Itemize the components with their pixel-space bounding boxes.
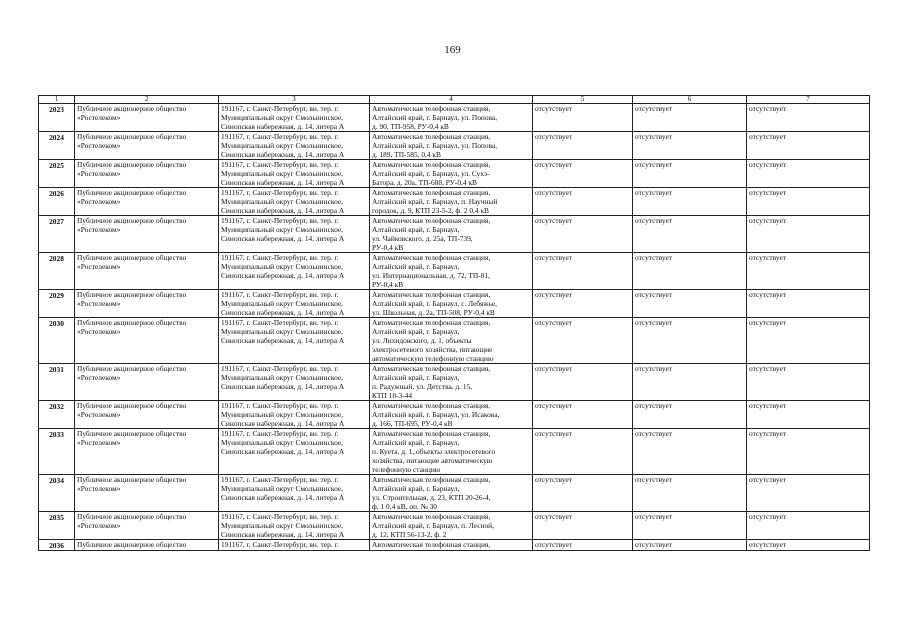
cell-line: Синопская набережная, д. 14, литера А — [221, 206, 345, 215]
object-description-cell — [370, 188, 533, 216]
cell-line: Муниципальный округ Смольнинское, — [221, 141, 343, 150]
cell-line: Публичное акционерное общество — [77, 429, 187, 438]
column-header: 4 — [370, 96, 533, 104]
cell-line: КТП 18-3-44 — [372, 391, 413, 400]
registry-table — [38, 95, 870, 551]
legal-address-cell — [219, 318, 370, 364]
column-6-cell: отсутствует — [633, 475, 747, 512]
column-5-cell: отсутствует — [533, 540, 633, 551]
legal-address-cell — [219, 512, 370, 540]
column-6-cell: отсутствует — [633, 429, 747, 475]
organization-cell — [75, 160, 219, 188]
record-number: 2028 — [39, 253, 75, 290]
legal-address-cell — [219, 160, 370, 188]
cell-line: Синопская набережная, д. 14, литера А — [221, 122, 345, 131]
organization-cell — [75, 429, 219, 475]
column-6-cell: отсутствует — [633, 188, 747, 216]
column-5-cell: отсутствует — [533, 132, 633, 160]
cell-line: Автоматическая телефонная станция, — [372, 512, 491, 521]
table-row — [39, 364, 870, 401]
cell-line: Алтайский край, г. Барнаул, п. Лесной, — [372, 521, 494, 530]
column-6-cell: отсутствует — [633, 401, 747, 429]
column-6-cell: отсутствует — [633, 253, 747, 290]
cell-line: Алтайский край, г. Барнаул, ул. Исакова, — [372, 410, 500, 419]
cell-line: Алтайский край, г. Барнаул, ул. Попова, — [372, 113, 498, 122]
cell-line: «Ростелеком» — [77, 299, 121, 308]
column-header: 2 — [75, 96, 219, 104]
column-7-cell: отсутствует — [747, 318, 870, 364]
cell-line: Публичное акционерное общество — [77, 253, 187, 262]
column-6-cell: отсутствует — [633, 216, 747, 253]
cell-line: Муниципальный округ Смольнинское, — [221, 373, 343, 382]
organization-cell — [75, 512, 219, 540]
cell-line: д. 166, ТП-695, РУ-0,4 кВ — [372, 419, 453, 428]
registry-rows — [39, 104, 870, 551]
cell-line: Алтайский край, г. Барнаул, с. Лебяжье, — [372, 299, 497, 308]
column-header: 3 — [219, 96, 370, 104]
object-description-cell — [370, 216, 533, 253]
cell-line: Муниципальный округ Смольнинское, — [221, 299, 343, 308]
object-description-cell — [370, 429, 533, 475]
column-header: 7 — [747, 96, 870, 104]
cell-line: Муниципальный округ Смольнинское, — [221, 410, 343, 419]
column-number-row — [39, 96, 870, 104]
record-number: 2025 — [39, 160, 75, 188]
cell-line: 191167, г. Санкт-Петербург, вн. тер. г. — [221, 475, 339, 484]
cell-line: Синопская набережная, д. 14, литера А — [221, 150, 345, 159]
cell-line: «Ростелеком» — [77, 410, 121, 419]
column-6-cell: отсутствует — [633, 104, 747, 132]
cell-line: Муниципальный округ Смольнинское, — [221, 225, 343, 234]
object-description-cell — [370, 540, 533, 551]
cell-line: д. 90, ТП-958, РУ-0,4 кВ — [372, 122, 449, 131]
cell-line: Синопская набережная, д. 14, литера А — [221, 271, 345, 280]
column-header: 5 — [533, 96, 633, 104]
cell-line: Автоматическая телефонная станция, — [372, 160, 491, 169]
record-number: 2023 — [39, 104, 75, 132]
cell-line: 191167, г. Санкт-Петербург, вн. тер. г. — [221, 253, 339, 262]
column-5-cell: отсутствует — [533, 475, 633, 512]
cell-line: электросетевого хозяйства, питающие — [372, 345, 493, 354]
table-row — [39, 318, 870, 364]
cell-line: хозяйства, питающие автоматическую — [372, 456, 493, 465]
object-description-cell — [370, 475, 533, 512]
table-row — [39, 160, 870, 188]
cell-line: д. 189, ТП-585, 0,4 кВ — [372, 150, 441, 159]
legal-address-cell — [219, 429, 370, 475]
object-description-cell — [370, 253, 533, 290]
column-6-cell: отсутствует — [633, 540, 747, 551]
column-7-cell: отсутствует — [747, 512, 870, 540]
cell-line: Алтайский край, г. Барнаул, ул. Сухэ- — [372, 169, 490, 178]
column-6-cell: отсутствует — [633, 318, 747, 364]
cell-line: Автоматическая телефонная станция, — [372, 216, 491, 225]
cell-line: 191167, г. Санкт-Петербург, вн. тер. г. — [221, 104, 339, 113]
organization-cell — [75, 290, 219, 318]
object-description-cell — [370, 290, 533, 318]
cell-line: 191167, г. Санкт-Петербург, вн. тер. г. — [221, 401, 339, 410]
cell-line: Публичное акционерное общество — [77, 132, 187, 141]
cell-line: Муниципальный округ Смольнинское, — [221, 438, 343, 447]
object-description-cell — [370, 132, 533, 160]
cell-line: Алтайский край, г. Барнаул, — [372, 262, 460, 271]
record-number: 2031 — [39, 364, 75, 401]
cell-line: Автоматическая телефонная станция, — [372, 475, 491, 484]
organization-cell — [75, 475, 219, 512]
cell-line: Синопская набережная, д. 14, литера А — [221, 308, 345, 317]
cell-line: «Ростелеком» — [77, 262, 121, 271]
legal-address-cell — [219, 104, 370, 132]
cell-line: Муниципальный округ Смольнинское, — [221, 262, 343, 271]
column-6-cell: отсутствует — [633, 290, 747, 318]
cell-line: Алтайский край, г. Барнаул, п. Научный — [372, 197, 498, 206]
cell-line: автоматическую телефонную станцию — [372, 354, 494, 363]
cell-line: Синопская набережная, д. 14, литера А — [221, 419, 345, 428]
cell-line: Публичное акционерное общество — [77, 475, 187, 484]
cell-line: Публичное акционерное общество — [77, 216, 187, 225]
object-description-cell — [370, 401, 533, 429]
table-row — [39, 429, 870, 475]
cell-line: 191167, г. Санкт-Петербург, вн. тер. г. — [221, 160, 339, 169]
column-header: 6 — [633, 96, 747, 104]
cell-line: 191167, г. Санкт-Петербург, вн. тер. г. — [221, 540, 339, 549]
cell-line: Автоматическая телефонная станция, — [372, 132, 491, 141]
cell-line: «Ростелеком» — [77, 438, 121, 447]
column-7-cell: отсутствует — [747, 401, 870, 429]
cell-line: «Ростелеком» — [77, 113, 121, 122]
organization-cell — [75, 318, 219, 364]
cell-line: Автоматическая телефонная станция, — [372, 253, 491, 262]
object-description-cell — [370, 318, 533, 364]
cell-line: «Ростелеком» — [77, 521, 121, 530]
cell-line: Алтайский край, г. Барнаул, — [372, 327, 460, 336]
cell-line: Муниципальный округ Смольнинское, — [221, 113, 343, 122]
table-row — [39, 540, 870, 551]
column-5-cell: отсутствует — [533, 188, 633, 216]
organization-cell — [75, 540, 219, 551]
cell-line: Муниципальный округ Смольнинское, — [221, 197, 343, 206]
cell-line: 191167, г. Санкт-Петербург, вн. тер. г. — [221, 290, 339, 299]
cell-line: Синопская набережная, д. 14, литера А — [221, 530, 345, 539]
column-5-cell: отсутствует — [533, 364, 633, 401]
column-7-cell: отсутствует — [747, 160, 870, 188]
cell-line: городок, д. 9, КТП 23-5-2, ф. 2 0,4 кВ — [372, 206, 489, 215]
cell-line: Публичное акционерное общество — [77, 104, 187, 113]
table-row — [39, 104, 870, 132]
cell-line: «Ростелеком» — [77, 197, 121, 206]
column-5-cell: отсутствует — [533, 512, 633, 540]
cell-line: Автоматическая телефонная станция, — [372, 429, 491, 438]
record-number: 2032 — [39, 401, 75, 429]
page-number: 169 — [444, 44, 461, 56]
cell-line: Алтайский край, г. Барнаул, — [372, 484, 460, 493]
cell-line: 191167, г. Санкт-Петербург, вн. тер. г. — [221, 512, 339, 521]
cell-line: Публичное акционерное общество — [77, 160, 187, 169]
table-row — [39, 216, 870, 253]
cell-line: 191167, г. Санкт-Петербург, вн. тер. г. — [221, 188, 339, 197]
organization-cell — [75, 216, 219, 253]
column-7-cell: отсутствует — [747, 475, 870, 512]
column-7-cell: отсутствует — [747, 253, 870, 290]
column-5-cell: отсутствует — [533, 253, 633, 290]
legal-address-cell — [219, 540, 370, 551]
column-5-cell: отсутствует — [533, 160, 633, 188]
cell-line: «Ростелеком» — [77, 225, 121, 234]
cell-line: РУ-0,4 кВ — [372, 243, 404, 252]
cell-line: ул. Чайковского, д. 25а, ТП-739, — [372, 234, 473, 243]
cell-line: Автоматическая телефонная станция, — [372, 290, 491, 299]
object-description-cell — [370, 160, 533, 188]
organization-cell — [75, 401, 219, 429]
cell-line: п. Куета, д. 1, объекты электросетевого — [372, 447, 496, 456]
column-5-cell: отсутствует — [533, 401, 633, 429]
column-6-cell: отсутствует — [633, 512, 747, 540]
column-6-cell: отсутствует — [633, 364, 747, 401]
cell-line: Муниципальный округ Смольнинское, — [221, 521, 343, 530]
cell-line: д. 12, КТП 56-13-2, ф. 2 — [372, 530, 447, 539]
cell-line: Синопская набережная, д. 14, литера А — [221, 493, 345, 502]
legal-address-cell — [219, 475, 370, 512]
column-5-cell: отсутствует — [533, 318, 633, 364]
cell-line: Автоматическая телефонная станция, — [372, 104, 491, 113]
column-6-cell: отсутствует — [633, 132, 747, 160]
column-6-cell: отсутствует — [633, 160, 747, 188]
record-number: 2027 — [39, 216, 75, 253]
legal-address-cell — [219, 401, 370, 429]
cell-line: Алтайский край, г. Барнаул, — [372, 225, 460, 234]
cell-line: 191167, г. Санкт-Петербург, вн. тер. г. — [221, 429, 339, 438]
cell-line: Муниципальный округ Смольнинское, — [221, 327, 343, 336]
cell-line: Муниципальный округ Смольнинское, — [221, 169, 343, 178]
cell-line: ул. Школьная, д. 2а, ТП-508, РУ-0,4 кВ — [372, 308, 495, 317]
object-description-cell — [370, 364, 533, 401]
cell-line: Алтайский край, г. Барнаул, — [372, 438, 460, 447]
cell-line: 191167, г. Санкт-Петербург, вн. тер. г. — [221, 364, 339, 373]
table-row — [39, 188, 870, 216]
legal-address-cell — [219, 253, 370, 290]
table-row — [39, 475, 870, 512]
organization-cell — [75, 253, 219, 290]
organization-cell — [75, 188, 219, 216]
cell-line: Публичное акционерное общество — [77, 364, 187, 373]
column-7-cell: отсутствует — [747, 429, 870, 475]
cell-line: Автоматическая телефонная станция, — [372, 318, 491, 327]
table-row — [39, 290, 870, 318]
column-5-cell: отсутствует — [533, 216, 633, 253]
legal-address-cell — [219, 188, 370, 216]
column-7-cell: отсутствует — [747, 104, 870, 132]
column-5-cell: отсутствует — [533, 429, 633, 475]
legal-address-cell — [219, 216, 370, 253]
cell-line: Публичное акционерное общество — [77, 512, 187, 521]
cell-line: 191167, г. Санкт-Петербург, вн. тер. г. — [221, 318, 339, 327]
cell-line: Синопская набережная, д. 14, литера А — [221, 382, 345, 391]
column-7-cell: отсутствует — [747, 290, 870, 318]
table-row — [39, 132, 870, 160]
legal-address-cell — [219, 290, 370, 318]
column-7-cell: отсутствует — [747, 364, 870, 401]
object-description-cell — [370, 104, 533, 132]
cell-line: Автоматическая телефонная станция, — [372, 188, 491, 197]
cell-line: ул. Интернациональная, д. 72, ТП-81, — [372, 271, 490, 280]
cell-line: «Ростелеком» — [77, 169, 121, 178]
cell-line: «Ростелеком» — [77, 484, 121, 493]
column-7-cell: отсутствует — [747, 188, 870, 216]
organization-cell — [75, 132, 219, 160]
legal-address-cell — [219, 364, 370, 401]
organization-cell — [75, 364, 219, 401]
cell-line: ул. Лихидовского, д. 1, объекты — [372, 336, 472, 345]
record-number: 2026 — [39, 188, 75, 216]
record-number: 2035 — [39, 512, 75, 540]
cell-line: «Ростелеком» — [77, 141, 121, 150]
cell-line: Синопская набережная, д. 14, литера А — [221, 336, 345, 345]
object-description-cell — [370, 512, 533, 540]
cell-line: телефонную станцию — [372, 465, 441, 474]
legal-address-cell — [219, 132, 370, 160]
record-number: 2036 — [39, 540, 75, 551]
cell-line: ф. 1 0,4 кВ, оп. № 30 — [372, 502, 437, 511]
record-number: 2030 — [39, 318, 75, 364]
record-number: 2029 — [39, 290, 75, 318]
record-number: 2034 — [39, 475, 75, 512]
cell-line: Алтайский край, г. Барнаул, — [372, 373, 460, 382]
column-7-cell: отсутствует — [747, 540, 870, 551]
cell-line: ул. Строительная, д. 23, КТП 20-26-4, — [372, 493, 491, 502]
cell-line: Муниципальный округ Смольнинское, — [221, 484, 343, 493]
cell-line: Батора, д. 20а, ТП-688, РУ-0,4 кВ — [372, 178, 477, 187]
cell-line: Публичное акционерное общество — [77, 188, 187, 197]
cell-line: Синопская набережная, д. 14, литера А — [221, 178, 345, 187]
organization-cell — [75, 104, 219, 132]
column-7-cell: отсутствует — [747, 132, 870, 160]
cell-line: РУ-0,4 кВ — [372, 280, 404, 289]
cell-line: 191167, г. Санкт-Петербург, вн. тер. г. — [221, 132, 339, 141]
cell-line: Автоматическая телефонная станция, — [372, 540, 491, 549]
column-7-cell: отсутствует — [747, 216, 870, 253]
cell-line: Автоматическая телефонная станция, — [372, 364, 491, 373]
record-number: 2024 — [39, 132, 75, 160]
cell-line: Публичное акционерное общество — [77, 401, 187, 410]
cell-line: Публичное акционерное общество — [77, 318, 187, 327]
cell-line: «Ростелеком» — [77, 327, 121, 336]
column-5-cell: отсутствует — [533, 290, 633, 318]
cell-line: Синопская набережная, д. 14, литера А — [221, 234, 345, 243]
cell-line: п. Радужный, ул. Детства, д. 15, — [372, 382, 473, 391]
column-header: 1 — [39, 96, 75, 104]
record-number: 2033 — [39, 429, 75, 475]
cell-line: Публичное акционерное общество — [77, 290, 187, 299]
cell-line: Автоматическая телефонная станция, — [372, 401, 491, 410]
cell-line: Алтайский край, г. Барнаул, ул. Попова, — [372, 141, 498, 150]
cell-line: Публичное акционерное общество — [77, 540, 187, 549]
table-row — [39, 512, 870, 540]
table-row — [39, 401, 870, 429]
table-row — [39, 253, 870, 290]
cell-line: Синопская набережная, д. 14, литера А — [221, 447, 345, 456]
cell-line: 191167, г. Санкт-Петербург, вн. тер. г. — [221, 216, 339, 225]
column-5-cell: отсутствует — [533, 104, 633, 132]
cell-line: «Ростелеком» — [77, 373, 121, 382]
